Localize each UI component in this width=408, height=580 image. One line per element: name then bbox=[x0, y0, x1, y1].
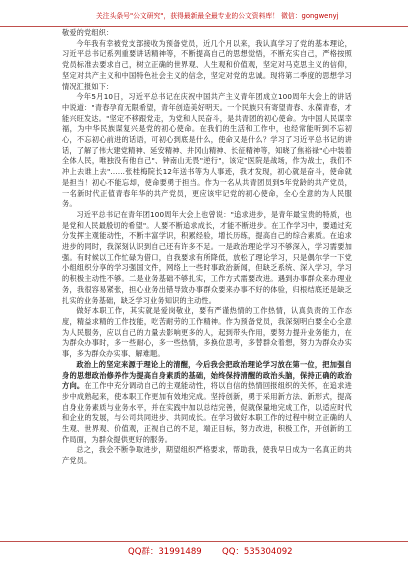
paragraph-conclusion: 总之，我会不断争取进步，期望组织严格要求，帮助我，使我早日成为一名真正的共产党员。 bbox=[62, 445, 352, 466]
paragraph-original-mission: 今年5月10日，习近平总书记在庆祝中国共产主义青年团成立100周年大会上的讲话中说道："青春孕育无限希望，青年创造美好明天。一个民族只有寄望青春、永葆青春，才能兴旺发达。"坚定不移跟党走，为党和人民奋斗，是共青团的初心使命。为中国人民谋幸福，为中华民族谋复兴是党的初心使命。在我们的生活和工作中，也经常能听到不忘初心，不忘初心前进的话语，可初心到底是什么，使命又是什么？学习了习近平总书记的讲话，了解了伟大建党精神、延安精神、井冈山精神、长征精神等，知晓了焦裕禄"心中装着全体人民，唯独没有他自己"、钟南山无畏"逆行"，该定"医院是战场，作为战士，我们不冲上去谁上去"……张桂梅院长12年送书等为人事迹，我才发现，初心就是奋斗，使命就是担当！初心不能忘却，使命要勇于担当。作为一名从共青团员到5年党龄的共产党员，一名新时代正值青春年华的共产党员，更应该牢记党的初心使命，全心全意的为人民服务。 bbox=[62, 92, 352, 209]
paragraph-plan-emphasis: 政治上的坚定来源于理论上的清醒，今后我会把政治理论学习放在第一位，把加强自身的思想政治修养作为提高自身素质的基础，始终保持清醒的政治头脑，保持正确的政治方向。 bbox=[62, 359, 352, 391]
header-banner-text: 关注头条号"公文研究"，获得最新最全最专业的公文资料库！ 微信：gongwenyj bbox=[96, 12, 339, 20]
paragraph-plan-rest: 在工作中充分调动自己的主观能动性，将以自信的热情回报组织的关怀，在追求进步中成熟起来，使本职工作更加有效地完成。坚持创新，勇于采用新方法、新形式，提高自身业务素质与业务水平，并在实践中加以总结完善，促就保量地完成工作，以适应时代和企业的发展，与公司共同进步、共同成长。在学习做好本职工作的过程中树立正确的人生观、世界观、价值观，正视自己的不足，端正目标，努力改进，积极工作，开创新的工作局面，为群众提供更好的服务。 bbox=[62, 381, 352, 444]
document-body bbox=[62, 28, 352, 548]
page-footer bbox=[0, 541, 408, 562]
salutation: 敬爱的党组织： bbox=[62, 28, 114, 37]
footer-qq-number: QQ：535304092 bbox=[222, 547, 293, 557]
page-header bbox=[0, 0, 408, 27]
paragraph-shortcomings: 习近平总书记在青年团100周年大会上也曾说："追求进步，是青年最宝贵的特质，也是党和人民最殷切的希望"。人要不断追求成长，才能不断进步。在工作学习中，要通过充分发挥主观能动性，不断丰富学识，积累经验，增长历练，提高自己的综合素质。在追求进步的同时，我深刻认识到自己还有许多不足。一是政治理论学习不够深入，学习需要加强。有时候以工作忙碌为借口，自我要求有所降低，放松了理论学习，只是偶尔学一下党小组组织分享的学习强国文件，网络上一些时事政治新闻，但缺乏系统、深入学习，学习的积极主动性不够。二是业务基础不够扎实，工作方式需要改进。遇到办事群众来办理业务，我很容易紧张，担心业务出错导致办事群众要来办事不好的体验，归根结底还是缺乏扎实的业务基础，缺乏学习业务知识的主动性。 bbox=[62, 209, 352, 305]
paragraph-intro: 今年我有幸被党支部接收为预备党员，近几个月以来，我认真学习了党的基本理论，习近平总书记系列重要讲话精神等，不断提高自己的思想觉悟，不断充实自己，严格按照党员标准去要求自己，树立正确的世界观、人生观和价值观，坚定对马克思主义的信仰，坚定对共产主义和中国特色社会主义的信念，坚定对党的忠诚。现将第二季度的思想学习情况汇报如下： bbox=[62, 38, 352, 91]
footer-qq-group: QQ群：31991489 bbox=[128, 547, 202, 557]
paragraph-duty: 做好本职工作，其实就是爱岗敬业，要有严谨热情的工作热情，认真负责的工作态度，精益求精的工作技能，吃苦耐劳的工作精神。作为预备党员，我深刻明白要全心全意为人民服务，应以自己的力量去影响更多的人，起到带头作用，要努力提升业务能力，在为群众办事时，多一些耐心，多一些热情，多换位思考，多替群众着想，努力为群众办实事，多为群众办实事、解难题。 bbox=[62, 306, 352, 359]
paragraph-plan bbox=[62, 360, 352, 446]
